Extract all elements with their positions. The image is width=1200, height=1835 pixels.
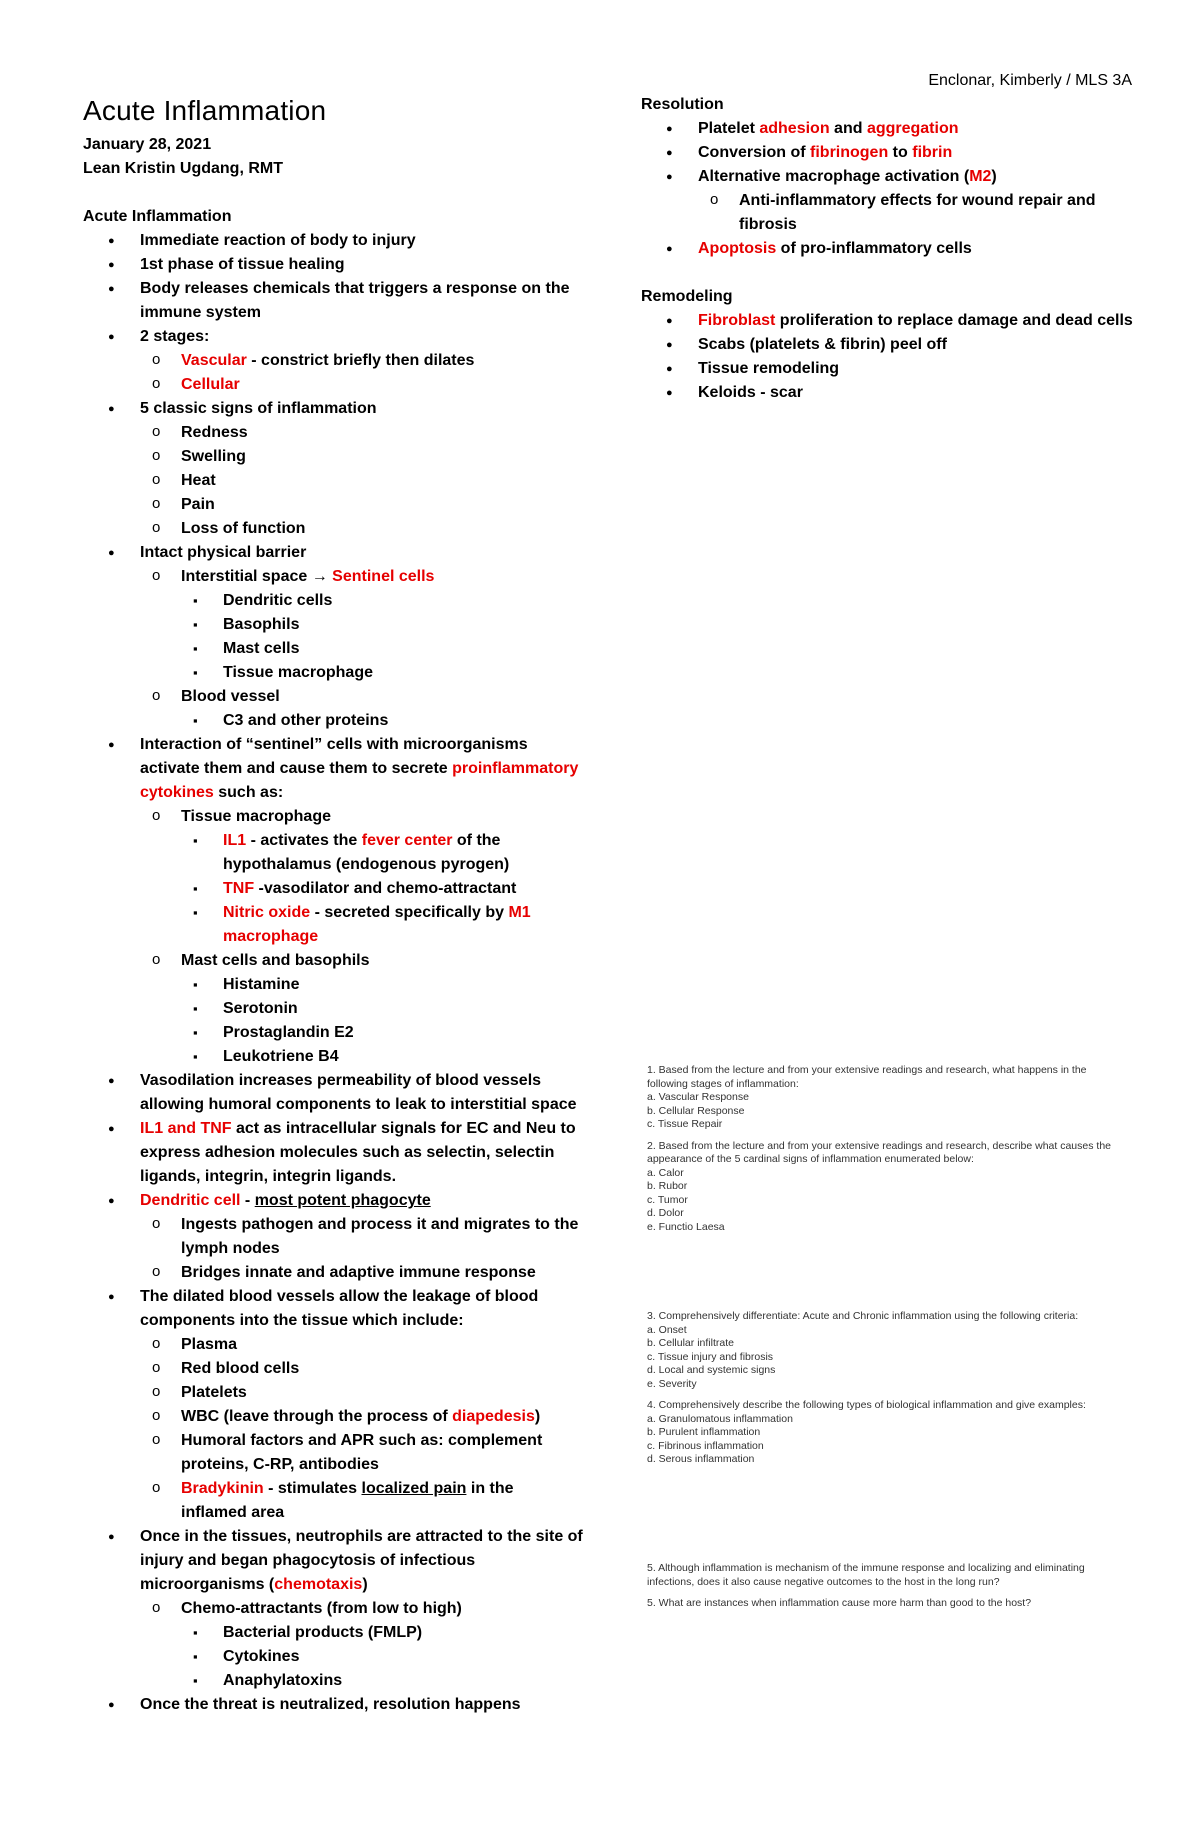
list-item xyxy=(181,973,583,997)
list-item xyxy=(83,253,583,277)
question-option: a. Vascular Response xyxy=(647,1091,749,1103)
text: M2 xyxy=(969,168,992,185)
text: IL1 xyxy=(223,832,247,849)
list-item xyxy=(181,1669,583,1693)
text: fibrinogen xyxy=(810,144,889,161)
page-title: Acute Inflammation xyxy=(83,95,327,126)
text: Anti-inflammatory effects for wound repair and fibrosis xyxy=(739,192,1096,233)
text: and xyxy=(829,120,867,137)
text: Body releases chemicals that triggers a response on the immune system xyxy=(140,280,570,321)
text: Dendritic cells xyxy=(223,592,333,609)
text: Ingests pathogen and process it and migrates to the lymph nodes xyxy=(181,1216,579,1257)
sub-list xyxy=(140,1597,583,1693)
resolution-title: Resolution xyxy=(641,96,724,113)
text: Red blood cells xyxy=(181,1360,300,1377)
question-option: d. Serous inflammation xyxy=(647,1453,755,1465)
text: Blood vessel xyxy=(181,688,280,705)
sub-list xyxy=(140,1213,583,1285)
list-item xyxy=(181,877,583,901)
list-item xyxy=(181,1045,583,1069)
text: - constrict briefly then dilates xyxy=(246,352,475,369)
text: Bacterial products (FMLP) xyxy=(223,1624,423,1641)
list-item xyxy=(83,397,583,541)
text: Nitric oxide xyxy=(223,904,311,921)
question-option: b. Cellular infiltrate xyxy=(647,1337,734,1349)
sub-list xyxy=(140,565,583,733)
sub-list xyxy=(140,421,583,541)
text: Bridges innate and adaptive immune response xyxy=(181,1264,536,1281)
question-option: a. Granulomatous inflammation xyxy=(647,1412,793,1425)
text: most potent phagocyte xyxy=(254,1192,431,1209)
question-text: 1. Based from the lecture and from your extensive readings and research, what happens in the following stages of inflammation: xyxy=(647,1064,1087,1090)
question-option: b. Cellular Response xyxy=(647,1104,745,1117)
question-option: c. Tissue injury and fibrosis xyxy=(647,1350,774,1363)
question-option: d. Local and systemic signs xyxy=(647,1364,776,1376)
header-author-class: Enclonar, Kimberly / MLS 3A xyxy=(928,72,1132,89)
text: ) xyxy=(534,1408,541,1425)
text: Interstitial space → xyxy=(181,568,333,585)
list-item xyxy=(698,189,1141,237)
list-item xyxy=(140,1213,583,1261)
text: Pain xyxy=(181,496,215,513)
list-item xyxy=(140,805,583,949)
text: -vasodilator and chemo-attractant xyxy=(254,880,517,897)
list-item xyxy=(181,829,583,877)
question-option: c. Fibrinous inflammation xyxy=(647,1439,764,1452)
list-item xyxy=(641,117,1141,141)
text: Cytokines xyxy=(223,1648,300,1665)
text: TNF xyxy=(223,880,255,897)
list-item xyxy=(181,637,583,661)
text: Serotonin xyxy=(223,1000,298,1017)
right-column xyxy=(641,93,1141,405)
text: of the hypothalamus (endogenous pyrogen) xyxy=(223,832,510,873)
text: Intact physical barrier xyxy=(140,544,307,561)
resolution-list xyxy=(641,117,1141,261)
text: - xyxy=(240,1192,255,1209)
text: Basophils xyxy=(223,616,300,633)
text: Prostaglandin E2 xyxy=(223,1024,354,1041)
text: Dendritic cell xyxy=(140,1192,241,1209)
remodeling-list xyxy=(641,309,1141,405)
text: ) xyxy=(362,1576,368,1593)
list-item xyxy=(83,1117,583,1189)
text: diapedesis xyxy=(452,1408,535,1425)
question-block-1 xyxy=(647,1064,1127,1234)
text: to xyxy=(888,144,913,161)
list-item xyxy=(140,1429,583,1477)
text: proliferation to replace damage and dead cells xyxy=(775,312,1133,329)
list-item xyxy=(83,733,583,1069)
text: Leukotriene B4 xyxy=(223,1048,339,1065)
text: Mast cells xyxy=(223,640,300,657)
list-item xyxy=(83,1189,583,1285)
remodeling-title: Remodeling xyxy=(641,288,733,305)
text: proinflammatory cytokines xyxy=(140,760,579,801)
text: Tissue macrophage xyxy=(223,664,373,681)
sub-sub-list xyxy=(181,1621,583,1693)
text: WBC (leave through the process of xyxy=(181,1408,453,1425)
text: - secreted specifically by xyxy=(310,904,509,921)
question-text: 4. Comprehensively describe the following types of biological inflammation and give examples: xyxy=(647,1399,1086,1411)
question-option: c. Tumor xyxy=(647,1193,688,1206)
text: Sentinel cells xyxy=(332,568,435,585)
text: 5 classic signs of inflammation xyxy=(140,400,377,417)
text: Anaphylatoxins xyxy=(223,1672,343,1689)
list-item xyxy=(83,1285,583,1525)
left-column xyxy=(83,95,583,1717)
text: Cellular xyxy=(181,376,240,393)
sub-sub-list xyxy=(181,709,583,733)
text: act as intracellular signals for EC and Neu to express adhesion molecules such as selectin, selectin ligands, integrin, integrin ligands. xyxy=(140,1120,576,1185)
list-item xyxy=(641,333,1141,357)
list-item xyxy=(181,997,583,1021)
list-item xyxy=(140,1381,583,1405)
text: Tissue macrophage xyxy=(181,808,331,825)
sub-sub-list xyxy=(181,589,583,685)
text: aggregation xyxy=(866,120,959,137)
text: of pro-inflammatory cells xyxy=(776,240,972,257)
text: Alternative macrophage activation ( xyxy=(698,168,970,185)
text: - stimulates xyxy=(263,1480,362,1497)
list-item xyxy=(181,1021,583,1045)
list-item xyxy=(641,381,1141,405)
question-block-3 xyxy=(647,1562,1127,1611)
text: Platelets xyxy=(181,1384,247,1401)
list-item xyxy=(181,589,583,613)
section-title: Acute Inflammation xyxy=(83,208,232,225)
text: Immediate reaction of body to injury xyxy=(140,232,416,249)
list-item xyxy=(83,1693,583,1717)
list-item xyxy=(140,1357,583,1381)
text: The dilated blood vessels allow the leakage of blood components into the tissue which include: xyxy=(140,1288,539,1329)
text: adhesion xyxy=(759,120,830,137)
list-item xyxy=(181,1621,583,1645)
date: January 28, 2021 xyxy=(83,136,212,153)
text: Fibroblast xyxy=(698,312,776,329)
text: localized pain xyxy=(361,1480,467,1497)
list-item xyxy=(140,685,583,733)
list-item xyxy=(83,1069,583,1117)
text: Chemo-attractants (from low to high) xyxy=(181,1600,462,1617)
list-item xyxy=(641,357,1141,381)
text: chemotaxis xyxy=(274,1576,363,1593)
text: Once the threat is neutralized, resolution happens xyxy=(140,1696,521,1713)
text: C3 and other proteins xyxy=(223,712,389,729)
question-block-2 xyxy=(647,1310,1127,1467)
text: fibrin xyxy=(912,144,953,161)
list-item xyxy=(140,517,583,541)
list-item xyxy=(181,709,583,733)
text: fever center xyxy=(361,832,453,849)
text: - activates the xyxy=(246,832,362,849)
list-item xyxy=(641,237,1141,261)
text: Interaction of “sentinel” cells with microorganisms activate them and cause them to secrete xyxy=(140,736,528,777)
question-option: a. Calor xyxy=(647,1166,684,1179)
text: Loss of function xyxy=(181,520,306,537)
text: Keloids - scar xyxy=(698,384,803,401)
list-item xyxy=(140,349,583,373)
question-text: 2. Based from the lecture and from your extensive readings and research, describe what causes the appearance of the 5 cardinal signs of inflammation enumerated below: xyxy=(647,1139,1111,1165)
text: ) xyxy=(991,168,997,185)
list-item xyxy=(140,445,583,469)
list-item xyxy=(641,141,1141,165)
list-item xyxy=(641,309,1141,333)
text: 1st phase of tissue healing xyxy=(140,256,345,273)
text: in the inflamed area xyxy=(181,1480,514,1521)
text: Humoral factors and APR such as: complement proteins, C-RP, antibodies xyxy=(181,1432,543,1473)
list-item xyxy=(181,613,583,637)
sub-sub-list xyxy=(181,973,583,1069)
list-item xyxy=(140,949,583,1069)
text: Vascular xyxy=(181,352,247,369)
list-item xyxy=(140,1477,583,1525)
sub-list xyxy=(140,1333,583,1525)
sub-list xyxy=(698,189,1141,237)
text: Scabs (platelets & fibrin) peel off xyxy=(698,336,947,353)
text: Tissue remodeling xyxy=(698,360,840,377)
sub-list xyxy=(140,805,583,1069)
list-item xyxy=(83,325,583,397)
author: Lean Kristin Ugdang, RMT xyxy=(83,160,283,177)
question-option: e. Severity xyxy=(647,1377,697,1390)
list-item xyxy=(83,277,583,325)
text: M1 macrophage xyxy=(223,904,531,945)
main-list xyxy=(83,229,583,1717)
text: Once in the tissues, neutrophils are attracted to the site of injury and began phagocytosis of infectious microorganisms ( xyxy=(140,1528,583,1593)
text: Vasodilation increases permeability of blood vessels allowing humoral components to leak to interstitial space xyxy=(140,1072,577,1113)
list-item xyxy=(140,469,583,493)
list-item xyxy=(181,661,583,685)
list-item xyxy=(140,421,583,445)
list-item xyxy=(641,165,1141,237)
text: Mast cells and basophils xyxy=(181,952,370,969)
list-item xyxy=(83,541,583,733)
list-item xyxy=(181,1645,583,1669)
question-option: b. Purulent inflammation xyxy=(647,1426,761,1438)
list-item xyxy=(83,229,583,253)
list-item xyxy=(140,565,583,685)
list-item xyxy=(140,1405,583,1429)
list-item xyxy=(140,1333,583,1357)
question-option: a. Onset xyxy=(647,1323,687,1336)
text: 2 stages: xyxy=(140,328,210,345)
list-item xyxy=(140,1261,583,1285)
question-text: 5. What are instances when inflammation cause more harm than good to the host? xyxy=(647,1597,1032,1609)
list-item xyxy=(140,1597,583,1693)
text: Apoptosis xyxy=(698,240,777,257)
question-option: e. Functio Laesa xyxy=(647,1220,725,1233)
text: Plasma xyxy=(181,1336,238,1353)
question-option: d. Dolor xyxy=(647,1207,684,1219)
text: Histamine xyxy=(223,976,300,993)
list-item xyxy=(140,373,583,397)
sub-sub-list xyxy=(181,829,583,949)
list-item xyxy=(140,493,583,517)
text: Swelling xyxy=(181,448,246,465)
list-item xyxy=(181,901,583,949)
text: Platelet xyxy=(698,120,760,137)
text: IL1 and TNF xyxy=(140,1120,232,1137)
question-text: 5. Although inflammation is mechanism of the immune response and localizing and eliminating infections, does it also cause negative outcomes to the host in the long run? xyxy=(647,1562,1085,1588)
text: Conversion of xyxy=(698,144,811,161)
text: such as: xyxy=(213,784,284,801)
text: Bradykinin xyxy=(181,1480,264,1497)
sub-list xyxy=(140,349,583,397)
question-option: c. Tissue Repair xyxy=(647,1118,723,1130)
list-item xyxy=(83,1525,583,1693)
question-option: b. Rubor xyxy=(647,1180,688,1192)
question-text: 3. Comprehensively differentiate: Acute and Chronic inflammation using the following criteria: xyxy=(647,1310,1079,1322)
text: Redness xyxy=(181,424,248,441)
text: Heat xyxy=(181,472,216,489)
